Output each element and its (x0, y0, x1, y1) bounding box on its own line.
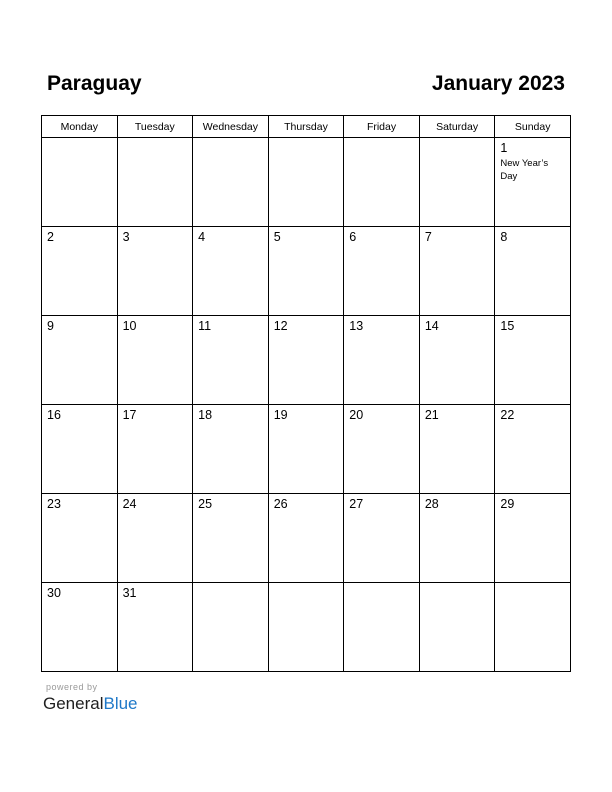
day-cell (495, 138, 571, 227)
empty-day-cell (495, 583, 571, 672)
day-number: 1 (500, 141, 508, 155)
holiday-label: New Year’s Day (500, 158, 549, 182)
day-number: 3 (122, 230, 130, 244)
day-cell (344, 316, 420, 405)
day-cell (419, 227, 495, 316)
month-title: January 2023 (431, 72, 565, 95)
day-cell (268, 227, 344, 316)
weekday-header: Tuesday (117, 116, 193, 138)
day-number: 21 (424, 408, 439, 422)
empty-day-cell (419, 138, 495, 227)
empty-day-cell (193, 583, 269, 672)
day-number: 28 (424, 497, 439, 511)
day-number: 18 (198, 408, 213, 422)
empty-day-cell (344, 138, 420, 227)
day-number: 13 (349, 319, 364, 333)
weekday-header: Thursday (268, 116, 344, 138)
weekday-header: Monday (42, 116, 118, 138)
week-row (42, 494, 571, 583)
brand-name-general: General (43, 694, 104, 713)
day-cell (419, 494, 495, 583)
day-cell (42, 494, 118, 583)
day-cell (42, 583, 118, 672)
country-title: Paraguay (47, 72, 142, 95)
day-cell (344, 227, 420, 316)
day-number: 9 (47, 319, 54, 333)
day-number: 20 (349, 408, 364, 422)
day-number: 31 (122, 586, 137, 600)
day-cell (193, 405, 269, 494)
footer-branding (43, 681, 138, 714)
day-number: 24 (122, 497, 137, 511)
powered-by-text: powered by (46, 682, 98, 692)
day-number: 16 (47, 408, 61, 422)
day-number: 8 (500, 230, 508, 244)
weekday-header: Sunday (495, 116, 571, 138)
day-cell (42, 405, 118, 494)
day-number: 29 (500, 497, 515, 511)
brand-logo[interactable] (43, 694, 138, 714)
day-number: 6 (349, 230, 357, 244)
day-cell (42, 227, 118, 316)
day-number: 26 (273, 497, 288, 511)
weekday-header: Saturday (419, 116, 495, 138)
day-cell (495, 227, 571, 316)
week-row (42, 316, 571, 405)
day-cell (117, 316, 193, 405)
day-number: 10 (122, 319, 137, 333)
day-cell (117, 583, 193, 672)
day-number: 30 (47, 586, 61, 600)
day-cell (268, 405, 344, 494)
day-cell (268, 316, 344, 405)
day-number: 25 (198, 497, 213, 511)
day-number: 23 (47, 497, 61, 511)
day-number: 17 (122, 408, 137, 422)
day-cell (495, 494, 571, 583)
day-cell (268, 494, 344, 583)
empty-day-cell (268, 138, 344, 227)
day-cell (344, 494, 420, 583)
day-number: 11 (198, 319, 212, 333)
day-number: 7 (424, 230, 432, 244)
day-cell (419, 316, 495, 405)
day-cell (193, 316, 269, 405)
day-cell (344, 405, 420, 494)
week-row (42, 583, 571, 672)
day-cell (117, 405, 193, 494)
day-cell (495, 405, 571, 494)
day-cell (42, 316, 118, 405)
day-number: 22 (500, 408, 515, 422)
empty-day-cell (117, 138, 193, 227)
day-number: 27 (349, 497, 364, 511)
day-number: 19 (273, 408, 288, 422)
weekday-header: Friday (344, 116, 420, 138)
weekday-header-row (42, 116, 571, 138)
day-cell (495, 316, 571, 405)
empty-day-cell (268, 583, 344, 672)
calendar-grid (41, 115, 571, 672)
day-cell (193, 227, 269, 316)
brand-name-blue: Blue (103, 694, 138, 713)
week-row (42, 138, 571, 227)
day-number: 15 (500, 319, 515, 333)
empty-day-cell (42, 138, 118, 227)
week-row (42, 227, 571, 316)
weekday-header: Wednesday (193, 116, 269, 138)
day-cell (117, 227, 193, 316)
day-number: 12 (273, 319, 288, 333)
day-cell (117, 494, 193, 583)
day-number: 4 (198, 230, 206, 244)
day-number: 5 (273, 230, 281, 244)
day-cell (419, 405, 495, 494)
empty-day-cell (193, 138, 269, 227)
calendar-body (42, 138, 571, 672)
empty-day-cell (344, 583, 420, 672)
week-row (42, 405, 571, 494)
day-number: 14 (424, 319, 439, 333)
empty-day-cell (419, 583, 495, 672)
day-number: 2 (47, 230, 54, 244)
day-cell (193, 494, 269, 583)
